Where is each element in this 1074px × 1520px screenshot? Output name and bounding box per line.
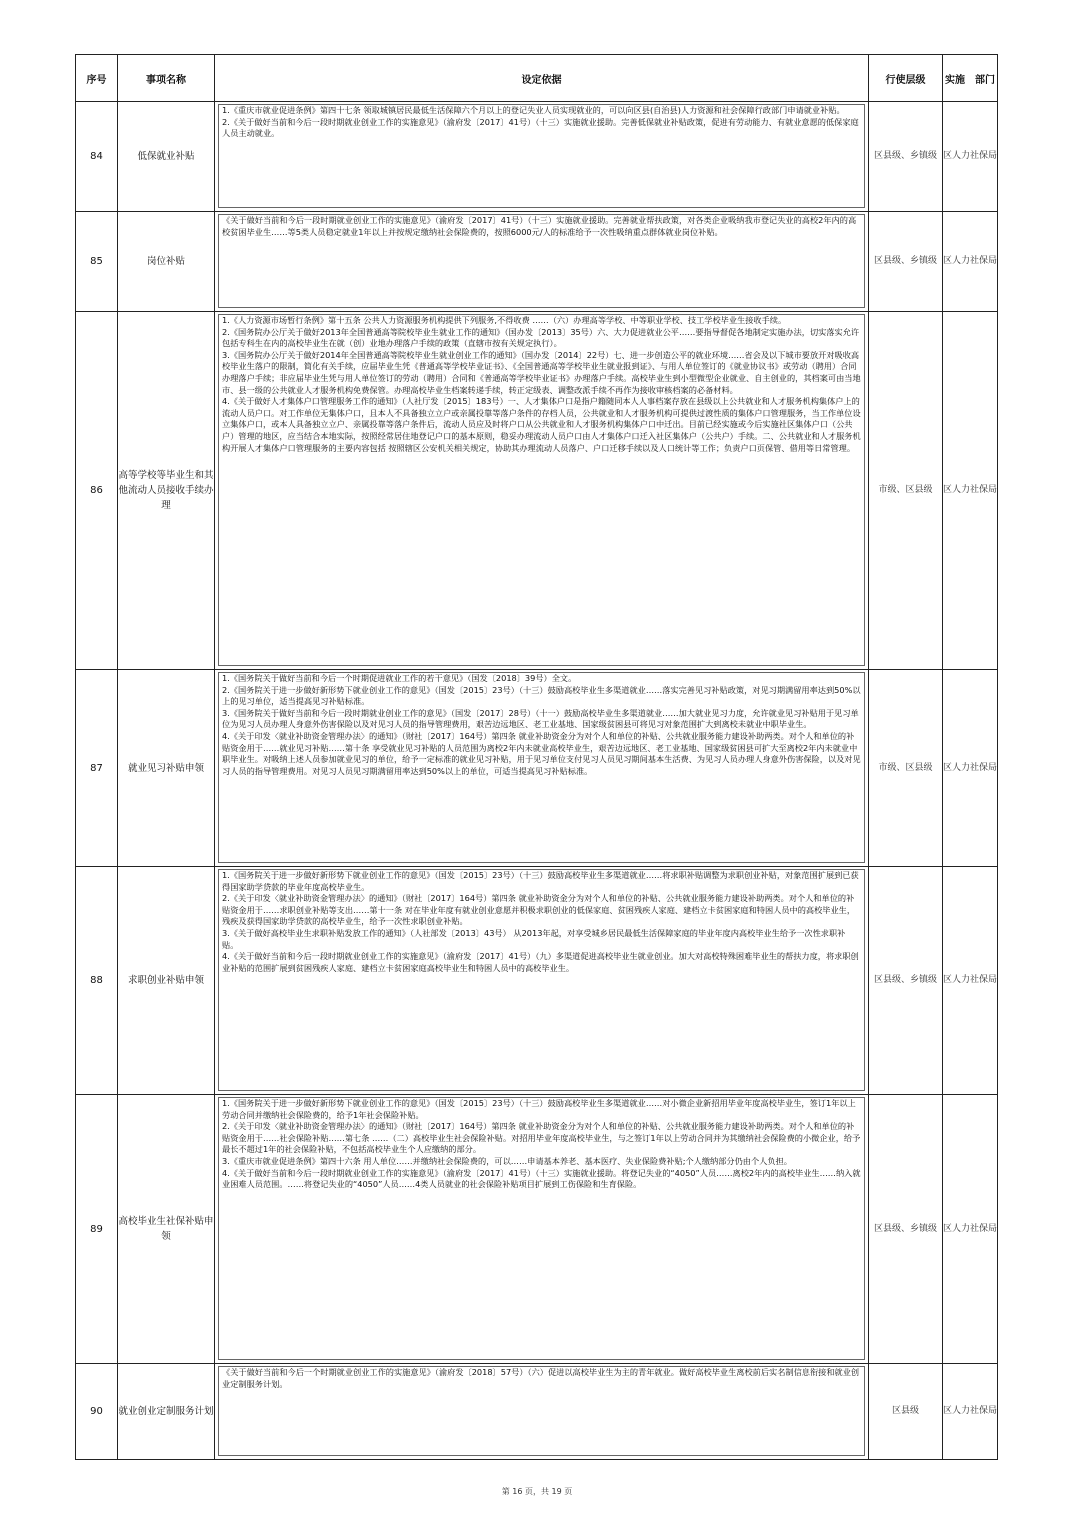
- row-legal-basis: [215, 212, 869, 312]
- legal-basis-box: [218, 214, 865, 308]
- row-department: 区人力社保局: [943, 312, 998, 670]
- row-legal-basis: [215, 102, 869, 212]
- legal-basis-paragraph: 2.《关于印发〈就业补助资金管理办法〉的通知》（财社〔2017〕164号）第四条 就业补助资金分为对个人和单位的补贴、公共就业服务能力建设补助两类。对个人和单位的补贴资金用于……求职创业补贴等支出……第十一条 对在毕业年度有就业创业意愿并积极求职创业的低保家庭、贫困残疾人家庭、建档立卡贫困家庭和特困人员中的高校毕业生，残疾及获得国家助学贷款的高校毕业生，给予一次性求职创业补贴。: [222, 893, 856, 927]
- legal-basis-paragraph: 3.《国务院关于做好当前和今后一段时期就业创业工作的意见》（国发〔2017〕28号）（十一）鼓励高校毕业生多渠道就业……加大就业见习力度，允许就业见习补贴用于见习单位为见习人员办理人身意外伤害保险以及对见习人员的指导管理费用，艰苦边远地区、老工业基地、国家级贫困县可将见习对象范围扩大到离校未就业中职毕业生。: [222, 707, 859, 730]
- table-row: [76, 670, 998, 867]
- legal-basis-paragraph: 1.《国务院关于进一步做好新形势下就业创业工作的意见》（国发〔2015〕23号）（十三）鼓励高校毕业生多渠道就业……对小微企业新招用毕业年度高校毕业生，签订1年以上劳动合同并缴纳社会保险费的，给予1年社会保险补贴。: [222, 1098, 856, 1120]
- legal-basis-paragraph: 《关于做好当前和今后一个时期就业创业工作的实施意见》（渝府发〔2018〕57号）（六）促进以高校毕业生为主的青年就业。做好高校毕业生离校前后实名制信息衔接和就业创业定制服务计划。: [222, 1367, 860, 1389]
- legal-basis-paragraph: 3.《重庆市就业促进条例》第四十六条 用人单位……并缴纳社会保险费的，可以……申请基本养老、基本医疗、失业保险费补贴;个人缴纳部分仍由个人负担。: [222, 1155, 792, 1166]
- header-level: 行使层级: [869, 55, 943, 102]
- row-department: 区人力社保局: [943, 670, 998, 867]
- page-footer: 第 16 页，共 19 页: [501, 1487, 573, 1496]
- table-header-row: [76, 55, 998, 102]
- legal-basis-paragraph: 《关于做好当前和今后一段时期就业创业工作的实施意见》（渝府发〔2017〕41号）（十三）实施就业援助。完善就业帮扶政策，对各类企业吸纳我市登记失业的高校2年内的高校贫困毕业生……等5类人员稳定就业1年以上并按规定缴纳社会保险费的，按照6000元/人的标准给予一次性吸纳重点群体就业岗位补贴。: [222, 215, 857, 237]
- legal-basis-box: [218, 672, 865, 863]
- row-exercise-level: 区县级、乡镇级: [869, 102, 943, 212]
- legal-basis-paragraph: 1.《人力资源市场暂行条例》第十五条 公共人力资源服务机构提供下列服务,不得收费 ……（六）办理高等学校、中等职业学校、技工学校毕业生接收手续。: [222, 315, 787, 325]
- row-legal-basis: [215, 670, 869, 867]
- row-exercise-level: 区县级、乡镇级: [869, 867, 943, 1095]
- row-item-name: 岗位补贴: [118, 212, 215, 312]
- legal-basis-paragraph: 2.《国务院关于进一步做好新形势下就业创业工作的意见》（国发〔2015〕23号）（十三）鼓励高校毕业生多渠道就业……落实完善见习补贴政策，对见习期满留用率达到50%以上的见习单位，适当提高见习补贴标准。: [222, 684, 861, 707]
- legal-basis-paragraph: 2.《关于印发〈就业补助资金管理办法〉的通知》（财社〔2017〕164号）第四条 就业补助资金分为对个人和单位的补贴、公共就业服务能力建设补助两类。对个人和单位的补贴资金用于……社会保险补贴……第七条 ……（二）高校毕业生社会保险补贴。对招用毕业年度高校毕业生，与之签订1年以上劳动合同并为其缴纳社会保险费的小微企业，给予最长不超过1年的社会保险补贴，不包括高校毕业生个人应缴纳的部分。: [222, 1121, 861, 1155]
- legal-basis-paragraph: 3.《国务院办公厅关于做好2014年全国普通高等院校毕业生就业创业工作的通知》（国办发〔2014〕22号）七、进一步创造公平的就业环境……省会及以下城市要放开对吸收高校毕业生落户的限制，简化有关手续，应届毕业生凭《普通高等学校毕业证书》、《全国普通高等学校毕业生就业报到证》、与用人单位签订的《就业协议书》或劳动（聘用）合同办理落户手续；非应届毕业生凭与用人单位签订的劳动（聘用）合同和《普通高等学校毕业证书》办理落户手续。高校毕业生到小型微型企业就业、自主创业的，其档案可由当地市、县一级的公共就业人才服务机构免费保管。办理高校毕业生档案转递手续，转正定级表、调整改派手续不再作为接收审核档案的必备材料。: [222, 349, 861, 395]
- table-row: [76, 1364, 998, 1460]
- row-index: 85: [76, 212, 118, 312]
- row-item-name: 高等学校等毕业生和其他流动人员接收手续办理: [118, 312, 215, 670]
- row-exercise-level: 区县级、乡镇级: [869, 1095, 943, 1364]
- legal-basis-paragraph: 4.《关于做好当前和今后一段时期就业创业工作的实施意见》（渝府发〔2017〕41号）（十三）实施就业援助。将登记失业的“4050”人员……离校2年内的高校毕业生……纳入就业困难人员范围。……将登记失业的“4050”人员……4类人员就业的社会保险补贴项目扩展到工伤保险和生育保险。: [222, 1167, 861, 1190]
- row-index: 86: [76, 312, 118, 670]
- row-item-name: 就业见习补贴申领: [118, 670, 215, 867]
- legal-basis-paragraph: 1.《国务院关于进一步做好新形势下就业创业工作的意见》（国发〔2015〕23号）（十三）鼓励高校毕业生多渠道就业……将求职补贴调整为求职创业补贴，对象范围扩展到已获得国家助学贷款的毕业年度高校毕业生。: [222, 870, 859, 892]
- row-legal-basis: [215, 1364, 869, 1460]
- legal-basis-paragraph: 2.《国务院办公厅关于做好2013年全国普通高等院校毕业生就业工作的通知》（国办发〔2013〕35号）六、大力促进就业公平……要指导督促各地制定实施办法，切实落实允许包括专科生在内的高校毕业生在就（创）业地办理落户手续的政策（直辖市按有关规定执行）。: [222, 326, 860, 349]
- row-item-name: 低保就业补贴: [118, 102, 215, 212]
- table-row: [76, 1095, 998, 1364]
- row-index: 89: [76, 1095, 118, 1364]
- legal-basis-paragraph: 4.《关于做好当前和今后一段时期就业创业工作的实施意见》（渝府发〔2017〕41号）（九）多渠道促进高校毕业生就业创业。加大对高校特殊困难毕业生的帮扶力度，将求职创业补贴的范围扩展到贫困残疾人家庭、建档立卡贫困家庭高校毕业生和特困人员中的高校毕业生。: [222, 951, 859, 973]
- row-item-name: 就业创业定制服务计划: [118, 1364, 215, 1460]
- row-legal-basis: [215, 312, 869, 670]
- legal-basis-paragraph: 4.《关于做好人才集体户口管理服务工作的通知》（人社厅发〔2015〕183号）一、人才集体户口是指户籍随同本人人事档案存放在县级以上公共就业和人才服务机构集体户上的流动人员户口。对工作单位无集体户口，且本人不具备独立立户或亲属投靠等落户条件的存档人员，公共就业和人才服务机构可提供过渡性质的集体户口管理服务，当工作单位设立集体户口，或本人具备独立立户、亲属投靠等落户条件后，流动人员应及时将户口从公共就业和人才服务机构集体户口中迁出。目前已经实施或今后实施社区集体户口（公共户）管理的地区，应当结合本地实际，按照经常居住地登记户口的基本原则，稳妥办理流动人员户口由人才集体户口迁入社区集体户（公共户）手续。二、公共就业和人才服务机构开展人才集体户口管理服务的主要内容包括 按照辖区公安机关相关规定，协助其办理流动人员落户、户口迁移手续以及人口统计等工作；负责户口页保管、借用等日常管理。: [222, 396, 861, 453]
- header-dept: 实施 部门: [943, 55, 998, 102]
- legal-basis-box: [218, 104, 865, 208]
- table-row: [76, 867, 998, 1095]
- legal-basis-paragraph: 4.《关于印发〈就业补助资金管理办法〉的通知》（财社〔2017〕164号）第四条 就业补助资金分为对个人和单位的补贴、公共就业服务能力建设补助两类。对个人和单位的补贴资金用于……就业见习补贴……第十条 享受就业见习补贴的人员范围为离校2年内未就业高校毕业生，艰苦边远地区、老工业基地、国家级贫困县可扩大至离校2年内未就业中职毕业生。对吸纳上述人员参加就业见习的单位，给予一定标准的就业见习补贴，用于见习单位支付见习人员见习期间基本生活费、为见习人员办理人身意外伤害保险，以及对见习人员的指导管理费用。对见习人员见习期满留用率达到50%以上的单位，可适当提高见习补贴标准。: [222, 730, 861, 776]
- row-department: 区人力社保局: [943, 212, 998, 312]
- row-exercise-level: 区县级、乡镇级: [869, 212, 943, 312]
- row-index: 88: [76, 867, 118, 1095]
- row-index: 87: [76, 670, 118, 867]
- legal-basis-box: [218, 314, 865, 666]
- legal-basis-paragraph: 3.《关于做好高校毕业生求职补贴发放工作的通知》（人社部发〔2013〕43号） 从2013年起，对享受城乡居民最低生活保障家庭的毕业年度内高校毕业生给予一次性求职补贴。: [222, 927, 846, 950]
- header-index: 序号: [76, 55, 118, 102]
- table-row: [76, 212, 998, 312]
- service-items-table: [75, 54, 998, 1460]
- row-index: 84: [76, 102, 118, 212]
- legal-basis-paragraph: 2.《关于做好当前和今后一段时期就业创业工作的实施意见》（渝府发〔2017〕41号）（十三）实施就业援助。完善低保就业补贴政策，促进有劳动能力、有就业意愿的低保家庭人员主动就业。: [222, 116, 859, 139]
- row-exercise-level: 市级、区县级: [869, 670, 943, 867]
- row-legal-basis: [215, 1095, 869, 1364]
- row-item-name: 求职创业补贴申领: [118, 867, 215, 1095]
- legal-basis-box: [218, 1366, 865, 1456]
- row-department: 区人力社保局: [943, 1095, 998, 1364]
- table-row: [76, 312, 998, 670]
- row-department: 区人力社保局: [943, 102, 998, 212]
- row-exercise-level: 市级、区县级: [869, 312, 943, 670]
- row-department: 区人力社保局: [943, 867, 998, 1095]
- row-exercise-level: 区县级: [869, 1364, 943, 1460]
- legal-basis-box: [218, 869, 865, 1091]
- header-basis: 设定依据: [215, 55, 869, 102]
- table-row: [76, 102, 998, 212]
- header-name: 事项名称: [118, 55, 215, 102]
- legal-basis-paragraph: 1.《国务院关于做好当前和今后一个时期促进就业工作的若干意见》（国发〔2018〕39号）全文。: [222, 673, 577, 683]
- legal-basis-box: [218, 1097, 865, 1360]
- row-item-name: 高校毕业生社保补贴申领: [118, 1095, 215, 1364]
- row-legal-basis: [215, 867, 869, 1095]
- legal-basis-paragraph: 1.《重庆市就业促进条例》第四十七条 领取城镇居民最低生活保障六个月以上的登记失业人员实现就业的，可以向区县(自治县)人力资源和社会保障行政部门申请就业补贴。: [222, 105, 845, 115]
- row-department: 区人力社保局: [943, 1364, 998, 1460]
- row-index: 90: [76, 1364, 118, 1460]
